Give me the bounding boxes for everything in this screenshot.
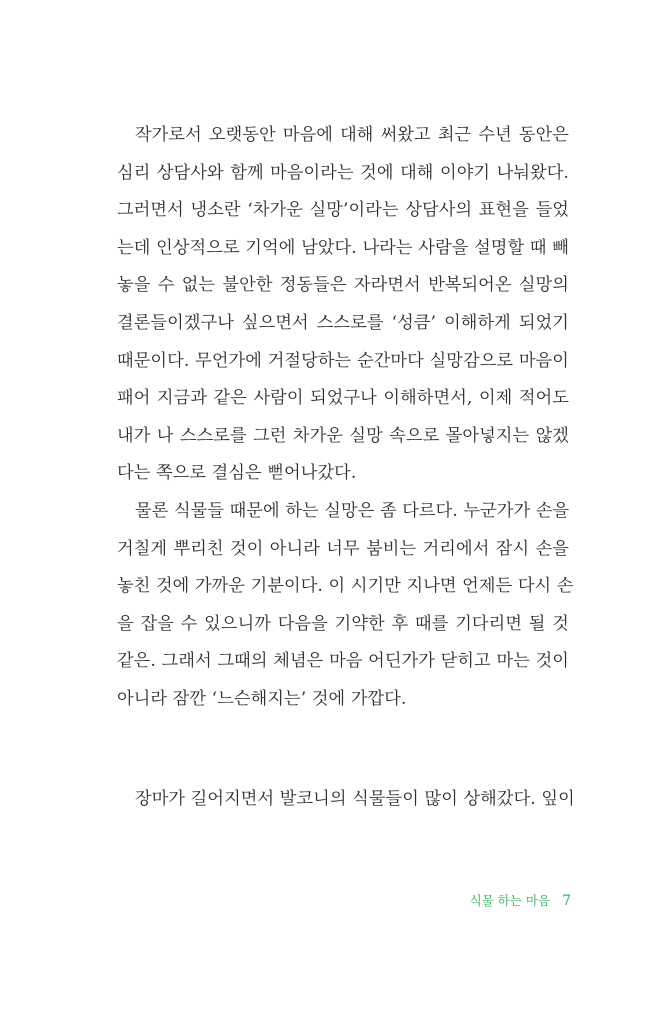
paragraph-1-line: 다는 쪽으로 결심은 뻗어나갔다.	[117, 463, 357, 484]
paragraph-2-line: 놓친 것에 가까운 기분이다. 이 시기만 지나면 언제든 다시 손	[117, 576, 574, 597]
paragraph-1-line: 작가로서 오랫동안 마음에 대해 써왔고 최근 수년 동안은	[135, 125, 569, 145]
page-number: 7	[562, 893, 571, 909]
paragraph-3-line: 장마가 길어지면서 발코니의 식물들이 많이 상해갔다. 잎이	[135, 789, 575, 809]
paragraph-1-line: 때문이다. 무언가에 거절당하는 순간마다 실망감으로 마음이	[117, 350, 569, 371]
paragraph-1-line: 패어 지금과 같은 사람이 되었구나 이해하면서, 이제 적어도	[117, 388, 569, 409]
paragraph-2-line: 아니라 잠깐 ‘느슨해지는’ 것에 가깝다.	[117, 688, 407, 709]
paragraph-2-line: 물론 식물들 때문에 하는 실망은 좀 다르다. 누군가가 손을	[135, 500, 570, 521]
main-text	[117, 117, 574, 719]
running-title: 식물 하는 마음	[469, 893, 551, 908]
paragraph-1-line: 놓을 수 없는 불안한 정동들은 자라면서 반복되어온 실망의	[117, 275, 569, 296]
paragraph-1-line: 결론들이겠구나 싶으면서 스스로를 ‘성큼’ 이해하게 되었기	[117, 312, 569, 333]
page-footer	[470, 891, 571, 909]
paragraph-1-line: 내가 나 스스로를 그런 차가운 실망 속으로 몰아넣지는 않겠	[117, 425, 569, 446]
paragraph-1-line: 심리 상담사와 함께 마음이라는 것에 대해 이야기 나눠왔다.	[117, 162, 569, 183]
paragraph-1-line: 는데 인상적으로 기억에 남았다. 나라는 사람을 설명할 때 빼	[117, 237, 569, 258]
paragraph-1-line: 그러면서 냉소란 ‘차가운 실망’이라는 상담사의 표현을 들었	[117, 200, 569, 221]
paragraph-2-line: 을 잡을 수 있으니까 다음을 기약한 후 때를 기다리면 될 것	[117, 613, 569, 634]
paragraph-2-line: 거칠게 뿌리친 것이 아니라 너무 붐비는 거리에서 잠시 손을	[117, 538, 569, 559]
next-section-text	[117, 781, 575, 819]
paragraph-2-line: 같은. 그래서 그때의 체념은 마음 어딘가가 닫히고 마는 것이	[117, 651, 569, 672]
